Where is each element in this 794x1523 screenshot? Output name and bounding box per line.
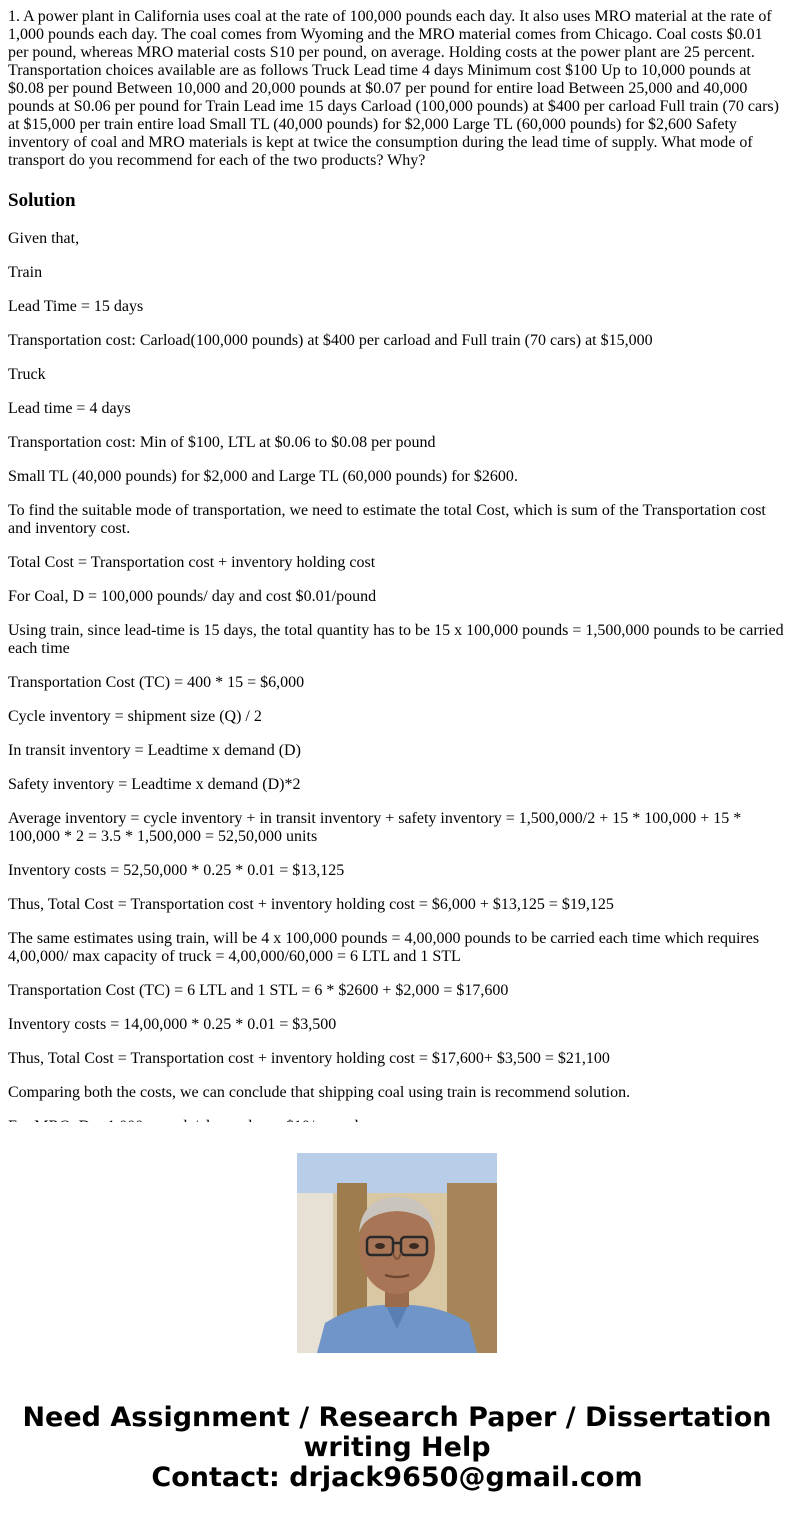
- promo-banner: [0, 1122, 794, 1523]
- solution-paragraph: The same estimates using train, will be 4 x 100,000 pounds = 4,00,000 pounds to be carried each time which requires 4,00,000/ max capacity of truck = 4,00,000/60,000 = 6 LTL and 1 STL: [8, 930, 760, 965]
- document-body: [8, 0, 786, 1122]
- solution-paragraph: To find the suitable mode of transportation, we need to estimate the total Cost, which is sum of the Transportation cost and inventory cost.: [8, 502, 766, 537]
- avatar-portrait-icon: [297, 1153, 497, 1353]
- solution-paragraph: Cycle inventory = shipment size (Q) / 2: [8, 708, 262, 725]
- solution-paragraph: Thus, Total Cost = Transportation cost + inventory holding cost = $6,000 + $13,125 = $19,125: [8, 896, 614, 913]
- solution-paragraph: In transit inventory = Leadtime x demand (D): [8, 742, 301, 759]
- solution-paragraph: Using train, since lead-time is 15 days, the total quantity has to be 15 x 100,000 pounds = 1,500,000 pounds to be carried each time: [8, 622, 784, 657]
- avatar: [297, 1153, 497, 1353]
- promo-contact: Contact: drjack9650@gmail.com: [151, 1462, 643, 1493]
- solution-paragraph: Inventory costs = 14,00,000 * 0.25 * 0.01 = $3,500: [8, 1016, 337, 1033]
- solution-paragraph: Transportation Cost (TC) = 6 LTL and 1 STL = 6 * $2600 + $2,000 = $17,600: [8, 982, 509, 999]
- promo-line: writing Help: [303, 1432, 491, 1463]
- question-text: 1. A power plant in California uses coal at the rate of 100,000 pounds each day. It also uses MRO material at the rate of 1,000 pounds each day. The coal comes from Wyoming and the MRO material comes from Chicago. Coal costs $0.01 per pound, whereas MRO material costs S10 per pound, on average. Holding costs at the power plant are 25 percent. Transportation choices available are as follows Truck Lead time 4 days Minimum cost $100 Up to 10,000 pounds at $0.08 per pound Between 10,000 and 20,000 pounds at $0.07 per pound for entire load Between 25,000 and 40,000 pounds at S0.06 per pound for Train Lead ime 15 days Carload (100,000 pounds) at $400 per carload Full train (70 cars) at $15,000 per train entire load Small TL (40,000 pounds) for $2,000 Large TL (60,000 pounds) for $2,600 Safety inventory of coal and MRO materials is kept at twice the consumption during the lead time of supply. What mode of transport do you recommend for each of the two products? Why?: [8, 8, 779, 169]
- solution-paragraph: Truck: [8, 366, 46, 383]
- solution-paragraph: Lead Time = 15 days: [8, 298, 144, 315]
- solution-paragraph: Transportation Cost (TC) = 400 * 15 = $6,000: [8, 674, 305, 691]
- promo-line: Need Assignment / Research Paper / Dissertation: [22, 1402, 772, 1433]
- solution-paragraph: Transportation cost: Min of $100, LTL at $0.06 to $0.08 per pound: [8, 434, 436, 451]
- solution-paragraph: Transportation cost: Carload(100,000 pounds) at $400 per carload and Full train (70 cars) at $15,000: [8, 332, 653, 349]
- solution-paragraph: Small TL (40,000 pounds) for $2,000 and Large TL (60,000 pounds) for $2600.: [8, 468, 518, 485]
- solution-paragraph: Lead time = 4 days: [8, 400, 131, 417]
- solution-paragraph: Given that,: [8, 230, 80, 247]
- solution-paragraph: Average inventory = cycle inventory + in transit inventory + safety inventory = 1,500,000/2 + 15 * 100,000 + 15 * 100,000 * 2 = 3.5 * 1,500,000 = 52,50,000 units: [8, 810, 742, 845]
- solution-body: [8, 230, 786, 1136]
- solution-paragraph: For Coal, D = 100,000 pounds/ day and cost $0.01/pound: [8, 588, 377, 605]
- solution-paragraph: Comparing both the costs, we can conclude that shipping coal using train is recommend solution.: [8, 1084, 631, 1101]
- promo-text: [0, 1403, 794, 1493]
- solution-heading: Solution: [8, 190, 76, 211]
- solution-paragraph: Total Cost = Transportation cost + inventory holding cost: [8, 554, 376, 571]
- solution-paragraph: Inventory costs = 52,50,000 * 0.25 * 0.01 = $13,125: [8, 862, 345, 879]
- solution-paragraph: Train: [8, 264, 43, 281]
- solution-paragraph: Thus, Total Cost = Transportation cost + inventory holding cost = $17,600+ $3,500 = $21,100: [8, 1050, 610, 1067]
- solution-paragraph: Safety inventory = Leadtime x demand (D)*2: [8, 776, 301, 793]
